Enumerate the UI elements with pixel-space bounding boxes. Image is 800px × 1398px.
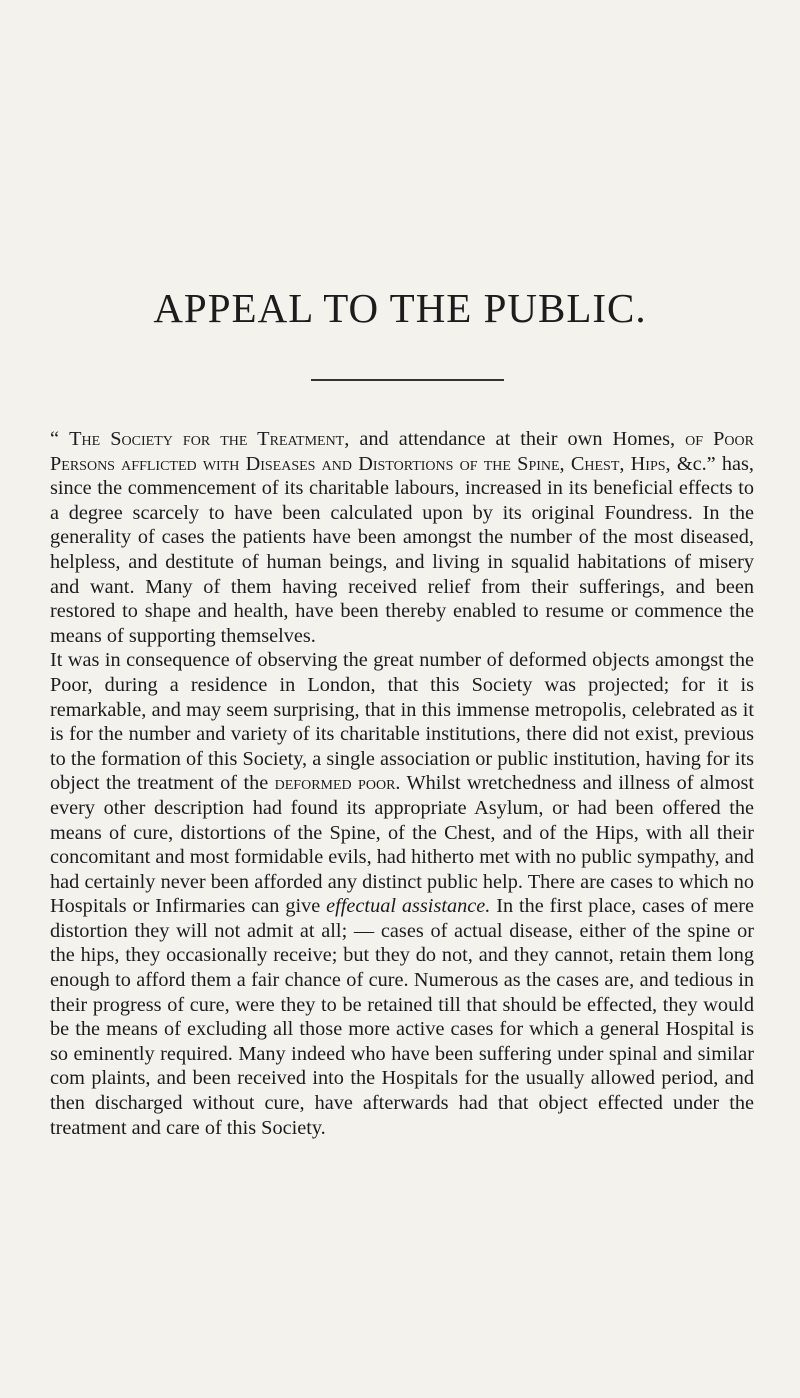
- text-segment: Whilst wretchedness and illness of almost every other description had found its appropriate Asylum, or had been offered the means of cure, distortions of the Spine, of the Chest, and of the Hips, with all their concomitant and most formidable evils, had hitherto met with no public sympathy, and had certainly never been afforded any distinct public help. There are cases to which no Hospitals or Infirmaries can give: [50, 772, 754, 918]
- page-title: APPEAL TO THE PUBLIC.: [153, 285, 647, 331]
- text-segment: and attendance at their own Homes,: [349, 428, 686, 450]
- paragraph-2: [50, 648, 754, 1140]
- text-segment-small-caps: deformed poor.: [274, 772, 401, 795]
- text-segment-small-caps: The Society for the Treatment,: [69, 428, 350, 450]
- paragraph-1: [50, 427, 754, 648]
- text-segment: In the first place, cases of mere distortion they will not admit at all; — cases of actual disease, either of the spine or the hips, they occasionally receive; but they do not, and they cannot, retain them long enough to afford them a fair chance of cure. Numerous as the cases are, and tedious in their progress of cure, were they to be retained till that should be effected, they would be the means of excluding all those more active cases for which a general Hospital is so eminently required. Many indeed who have been suffering under spinal and similar com plaints, and been received into the Hospitals for the usually allowed period, and then discharged without cure, have afterwards had that object effected under the treatment and care of this Society.: [50, 895, 755, 1139]
- text-segment: It was in consequence of observing the great number of deformed objects amongst the Poor, during a residence in London, that this Society was projected; for it is remarkable, and may seem surprising, that in this immense metropolis, celebrated as it is for the number and variety of its charitable institutions, there did not exist, previous to the formation of this Society, a single association or public institution, having for its object the treatment of the: [50, 649, 754, 795]
- text-segment: &c.” has, since the commencement of its charitable labours, increased in its beneficial effects to a degree scarcely to have been calculated upon by its original Foundress. In the generality of cases the patients have been amongst the number of the most diseased, helpless, and destitute of human beings, and living in squalid habitations of misery and want. Many of them having received relief from their sufferings, and been restored to shape and health, have been thereby enabled to resume or commence the means of supporting themselves.: [50, 452, 754, 647]
- text-segment-italic: effectual assistance.: [326, 895, 491, 918]
- title-divider: [311, 379, 504, 381]
- body-text: [50, 427, 754, 1140]
- text-segment-small-caps: of Poor Persons afflicted with Diseases and Distortions of the Spine, Chest, Hips,: [50, 428, 754, 475]
- text-segment: “: [50, 428, 70, 450]
